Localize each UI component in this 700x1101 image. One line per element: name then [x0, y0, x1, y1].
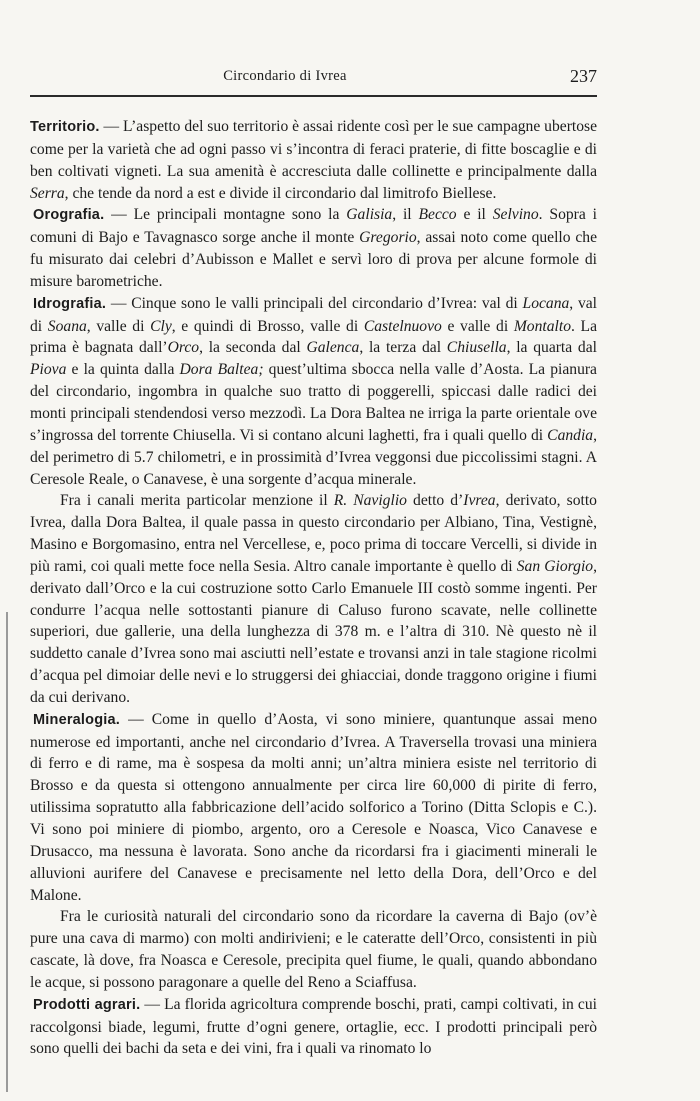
section-heading-territorio: Territorio. — [30, 119, 100, 135]
paragraph-orografia: Orografia. — Le principali montagne sono la Galisia, il Becco e il Selvino. Sopra i comuni di Bajo e Tavagnasco sorge anche il monte Gregorio, assai noto come quello che fu misurato dai celebri d’Aubisson e Mallet e servì loro di prova per alcune formole di misure barometriche. — [30, 206, 598, 290]
section-heading-mineralogia: Mineralogia. — [33, 711, 120, 728]
paragraph-idrografia: Idrografia. — Cinque sono le valli principali del circondario d’Ivrea: val di Locana, val di Soana, valle di Cly, e quindi di Brosso, valle di Castelnuovo e valle di Montalto. La prima è bagnata dall’Orco, la seconda dal Galenca, la terza dal Chiusella, la quarta dal Piova e la quinta dalla Dora Baltea; quest’ultima sbocca nella valle d’Aosta. La pianura del circondario, ingombra in qualche suo tratto di poggerelli, spiccasi dalle radici dei monti principali stendendosi verso mezzodì. La Dora Baltea ne irriga la parte orientale ove s’ingrossa del torrente Chiusella. Vi si contano alcuni laghetti, fra i quali quello di Candia, del perimetro di 5.7 chilometri, e in prossimità d’Ivrea veggonsi due piccolissimi stagni. A Ceresole Reale, o Canavese, è una sorgente d’acqua minerale. — [30, 294, 598, 488]
paragraph-canali: Fra i canali merita particolar menzione il R. Naviglio detto d’Ivrea, derivato, sotto Ivrea, dalla Dora Baltea, il quale passa in questo circondario per Albiano, Tina, Vestignè, Masino e Borgomasino, entra nel Vercellese, e, poco prima di toccare Vercelli, si divide in più rami, coi quali mette foce nella Sesia. Altro canale importante è quello di San Giorgio, derivato dall’Orco e la cui costruzione sotto Carlo Emanuele III costò somme ingenti. Per condurre l’acqua nelle sottostanti pianure di Caluso furono scavate, nelle collinette superiori, due gallerie, una della lunghezza di 378 m. e l’altra di 310. Nè questo nè il suddetto canale d’Ivrea sono mai asciutti nell’estate e trovansi anzi in tale stagione ricolmi d’acqua pel dimoiar delle nevi e lo struggersi dei ghiacciai, donde traggono origine i fiumi da cui derivano. — [30, 492, 597, 706]
page-number: 237 — [570, 66, 597, 86]
section-heading-idrografia: Idrografia. — [33, 295, 107, 312]
section-heading-orografia: Orografia. — [33, 207, 105, 224]
section-heading-prodotti: Prodotti agrari. — [33, 996, 141, 1013]
running-head-title: Circondario di Ivrea — [223, 68, 347, 84]
paragraph-prodotti: Prodotti agrari. — La florida agricoltura comprende boschi, prati, campi coltivati, in cui raccolgonsi biade, legumi, frutte d’ogni genere, ortaglie, ecc. I prodotti principali però sono quelli dei bachi da seta e dei vini, fra i quali va rinomato lo — [30, 995, 597, 1058]
margin-binding-mark — [6, 612, 8, 1092]
paragraph-mineralogia: Mineralogia. — Come in quello d’Aosta, vi sono miniere, quantunque assai meno numerose ed importanti, anche nel circondario d’Ivrea. A Traversella trovasi una miniera di ferro e di rame, ma è sospesa da molti anni; un’altra miniera esiste nel territorio di Brosso e da questa si ottengono annualmente per circa lire 60,000 di pirite di ferro, utilissima sopratutto alla fabbricazione dell’acido solforico a Torino (Ditta Sclopis e C.). Vi sono poi miniere di piombo, argento, oro a Ceresole e Noasca, Vico Canavese e Drusacco, ma nessuna è lavorata. Sono anche da ricordarsi fra i giacimenti minerali le alluvioni aurifere del Canavese e precisamente nel letto della Dora, dell’Orco e del Malone. — [30, 710, 597, 904]
paragraph-curiosita: Fra le curiosità naturali del circondario sono da ricordare la caverna di Bajo (ov’è pure una cava di marmo) con molti andirivieni; e le cateratte dell’Orco, consistenti in più cascate, là dove, fra Noasca e Ceresole, precipita quel fiume, le quali, quando abbondano le acque, si possono paragonare a quelle del Reno a Sciaffusa. — [30, 908, 597, 991]
body-text — [30, 116, 597, 1060]
paragraph-territorio: Territorio. — L’aspetto del suo territorio è assai ridente così per le sue campagne ubertose come per la varietà che ad ogni passo vi s’incontra di feraci praterie, di fitte boscaglie e di ben coltivati vigneti. La sua amenità è accresciuta dalle collinette e principalmente dalla Serra, che tende da nord a est e divide il circondario dal limitrofo Biellese. — [30, 118, 598, 202]
running-head — [0, 66, 700, 88]
header-rule — [30, 95, 597, 97]
